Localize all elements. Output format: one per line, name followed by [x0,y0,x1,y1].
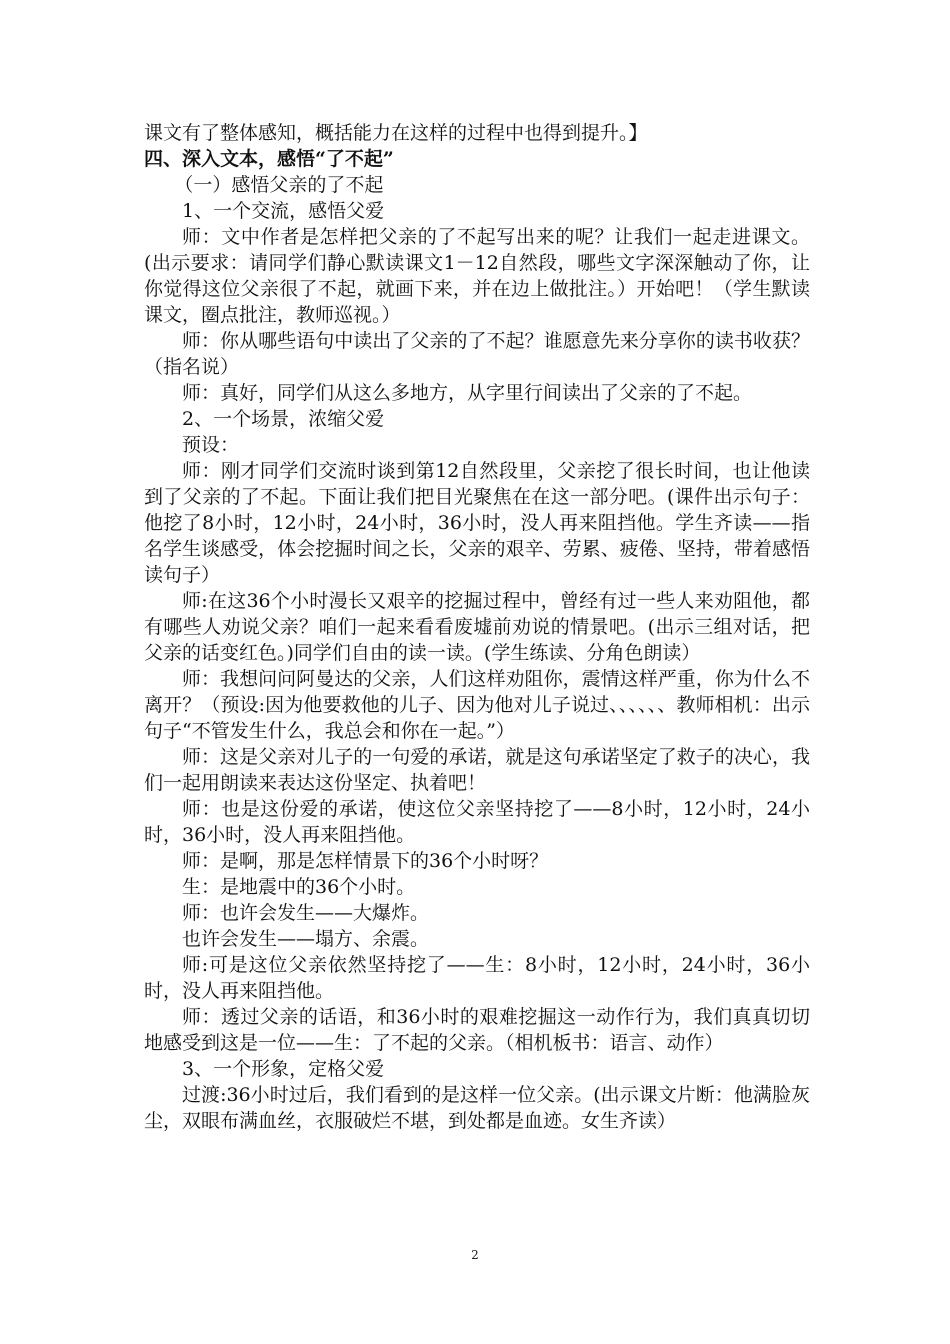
paragraph-preset: 预设： [182,434,240,456]
paragraph-1: 课文有了整体感知，概括能力在这样的过程中也得到提升。】 [144,122,648,144]
item-heading-2: 2、一个场景，浓缩父爱 [182,408,385,430]
page-number: 2 [471,1248,479,1262]
paragraph-9: 师：也是这份爱的承诺，使这位父亲坚持挖了——8小时，12小时，24小时，36小时，没人再来阻挡他。 [144,798,810,846]
paragraph-16: 过渡:36小时过后，我们看到的是这样一位父亲。(出示课文片断：他满脸灰尘，双眼布满血丝，衣服破烂不堪，到处都是血迹。女生齐读） [144,1084,810,1132]
paragraph-11: 生：是地震中的36个小时。 [182,876,416,898]
paragraph-6: 师:在这36个小时漫长又艰辛的挖掘过程中，曾经有过一些人来劝阻他，都有哪些人劝说父亲？咱们一起来看看废墟前劝说的情景吧。(出示三组对话，把父亲的话变红色。)同学们自由的读一读。(学生练读、分角色朗读） [144,590,810,664]
section-heading: 四、深入文本，感悟“了不起” [144,148,394,170]
paragraph-2: 师：文中作者是怎样把父亲的了不起写出来的呢？让我们一起走进课文。(出示要求：请同学们静心默读课文1－12自然段，哪些文字深深触动了你，让你觉得这位父亲很了不起，就画下来，并在边上做批注。）开始吧！（学生默读课文，圈点批注，教师巡视。） [144,226,810,326]
paragraph-14: 师:可是这位父亲依然坚持挖了——生：8小时，12小时，24小时，36小时，没人再来阻挡他。 [144,954,810,1002]
paragraph-4: 师：真好，同学们从这么多地方，从字里行间读出了父亲的了不起。 [182,382,753,404]
paragraph-5: 师：刚才同学们交流时谈到第12自然段里，父亲挖了很长时间，也让他读到了父亲的了不起。下面让我们把目光聚焦在在这一部分吧。(课件出示句子：他挖了8小时，12小时，24小时，36小时，没人再来阻挡他。学生齐读——指名学生谈感受，体会挖掘时间之长，父亲的艰辛、劳累、疲倦、坚持，带着感悟读句子） [144,460,810,586]
paragraph-3: 师：你从哪些语句中读出了父亲的了不起？谁愿意先来分享你的读书收获？（指名说） [144,330,810,378]
paragraph-7: 师：我想问问阿曼达的父亲，人们这样劝阻你，震情这样严重，你为什么不离开？（预设:因为他要救他的儿子、因为他对儿子说过、、、、、、教师相机：出示句子“不管发生什么，我总会和你在一起。”） [144,668,810,742]
paragraph-10: 师：是啊，那是怎样情景下的36个小时呀？ [182,850,549,872]
paragraph-8: 师：这是父亲对儿子的一句爱的承诺，就是这句承诺坚定了救子的决心，我们一起用朗读来表达这份坚定、执着吧！ [144,746,810,794]
item-heading-1: 1、一个交流，感悟父爱 [182,200,385,222]
subsection-heading: （一）感悟父亲的了不起 [174,174,384,196]
paragraph-12: 师：也许会发生——大爆炸。 [182,902,430,924]
item-heading-3: 3、一个形象，定格父爱 [182,1058,385,1080]
paragraph-15: 师：透过父亲的话语，和36小时的艰难挖掘这一动作行为，我们真真切切地感受到这是一位——生：了不起的父亲。（相机板书：语言、动作） [144,1006,810,1054]
paragraph-13: 也许会发生——塌方、余震。 [182,928,430,950]
document-body [144,120,810,1134]
